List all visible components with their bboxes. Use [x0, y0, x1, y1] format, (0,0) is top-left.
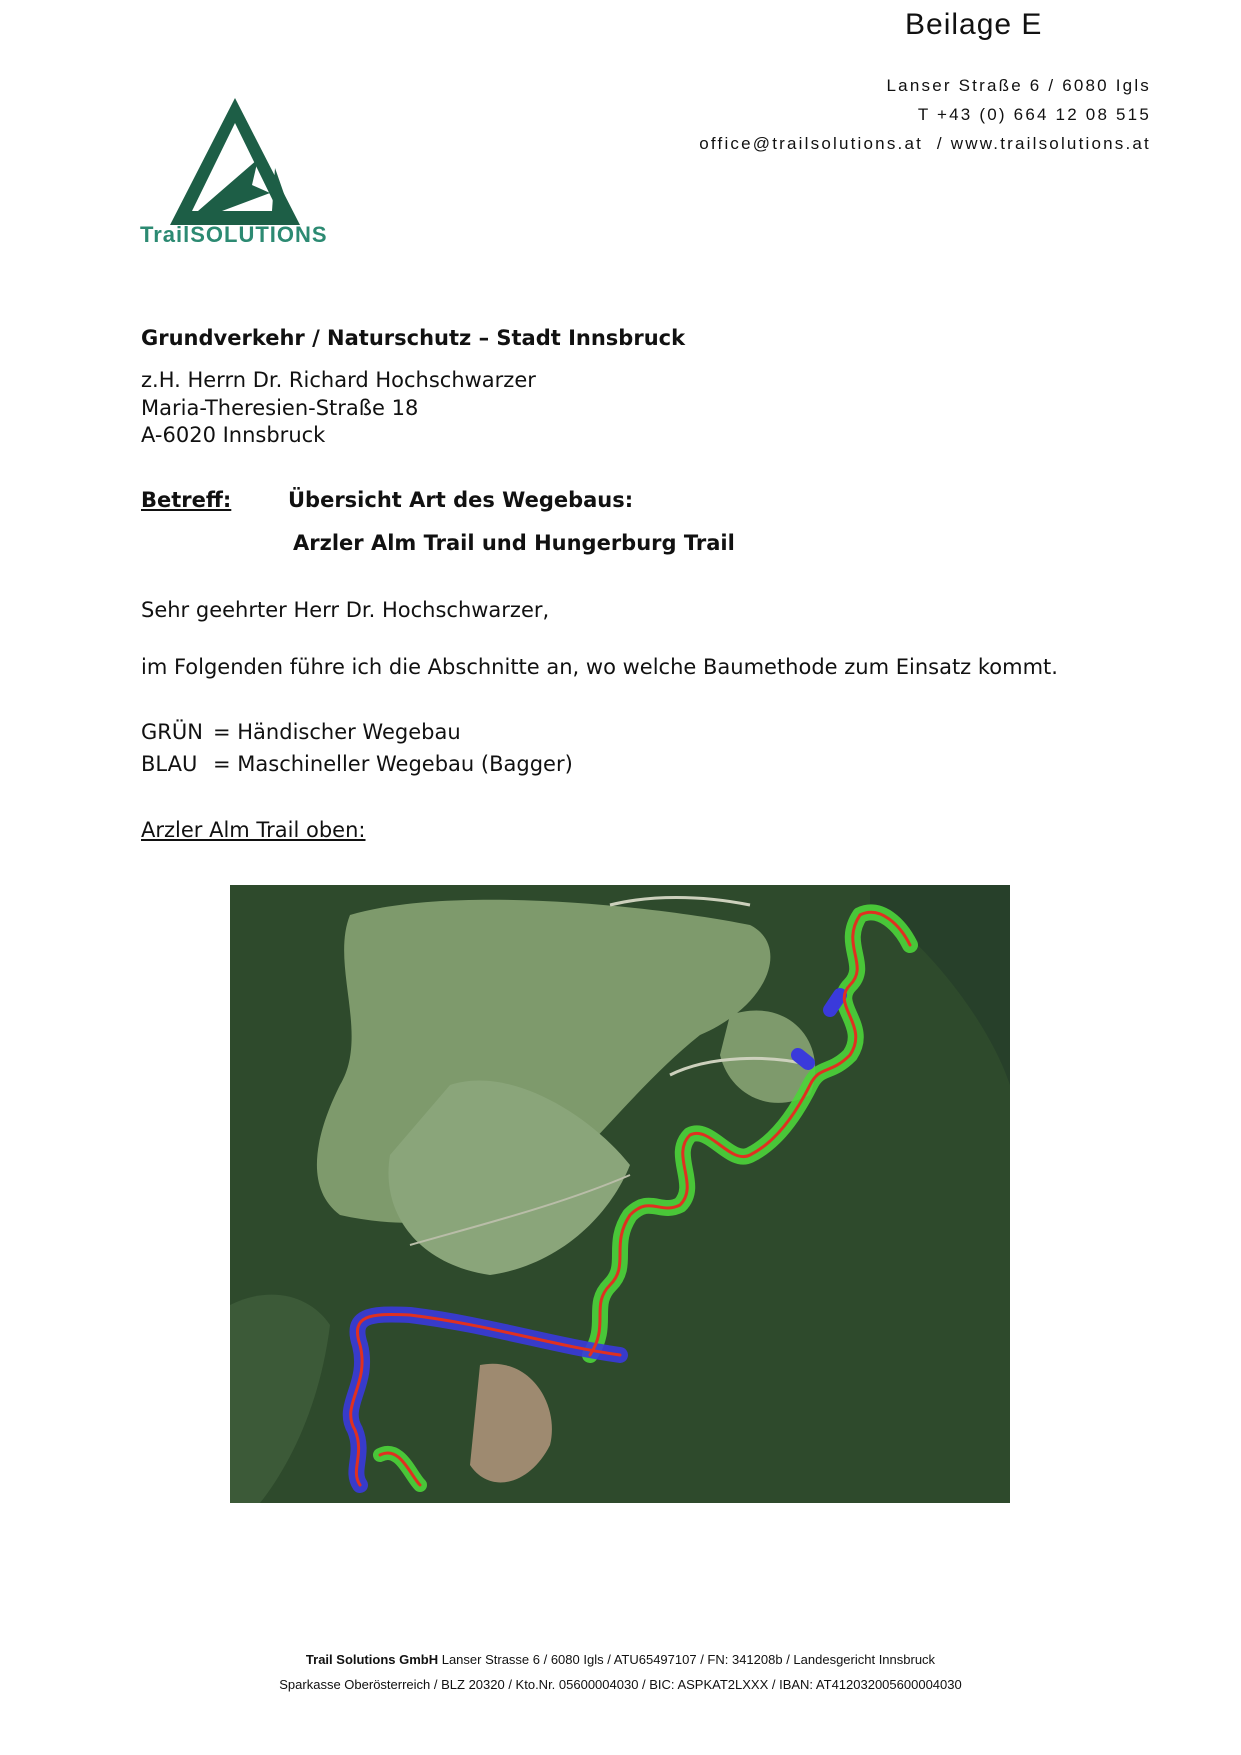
letterhead-address: Lanser Straße 6 / 6080 Igls [886, 76, 1151, 95]
aerial-map-arzler-alm-trail [230, 885, 1010, 1503]
attachment-label: Beilage E [905, 8, 1043, 41]
footer-company: Trail Solutions GmbH [305, 1652, 439, 1667]
logo-wordmark-trail: Trail [140, 222, 191, 247]
logo-wordmark-solutions: SOLUTIONS [190, 222, 328, 247]
subject-line-2: Arzler Alm Trail und Hungerburg Trail [293, 531, 735, 555]
subject-label: Betreff: [141, 488, 232, 512]
footer-line-2: Sparkasse Oberösterreich / BLZ 20320 / Kto.Nr. 05600004030 / BIC: ASPKAT2LXXX / IBAN: AT412032005600004030 [279, 1677, 962, 1692]
footer-company-details: Lanser Strasse 6 / 6080 Igls / ATU65497107 / FN: 341208b / Landesgericht Innsbruck [438, 1652, 936, 1667]
legend-key-blue: BLAU [141, 752, 198, 776]
subject-line-1: Übersicht Art des Wegebaus: [288, 488, 634, 512]
letterhead-website[interactable]: www.trailsolutions.at [950, 134, 1151, 153]
legend-value-green: = Händischer Wegebau [213, 720, 461, 744]
legend-key-green: GRÜN [141, 720, 203, 744]
letterhead-email[interactable]: office@trailsolutions.at [699, 134, 924, 153]
logo-wordmark [140, 222, 328, 248]
footer-line-1 [0, 1652, 1241, 1667]
recipient-department: Grundverkehr / Naturschutz – Stadt Innsbruck [141, 326, 686, 350]
separator: / [936, 134, 944, 153]
letterhead-phone: T +43 (0) 664 12 08 515 [917, 105, 1151, 124]
salutation: Sehr geehrter Herr Dr. Hochschwarzer, [141, 598, 550, 622]
recipient-street: Maria-Theresien-Straße 18 [141, 396, 419, 420]
legend-value-blue: = Maschineller Wegebau (Bagger) [213, 752, 573, 776]
letterhead-contact-line [699, 134, 1151, 154]
recipient-city: A-6020 Innsbruck [141, 423, 326, 447]
recipient-attention: z.H. Herrn Dr. Richard Hochschwarzer [141, 368, 536, 392]
section-heading: Arzler Alm Trail oben: [141, 818, 366, 842]
intro-paragraph: im Folgenden führe ich die Abschnitte an, wo welche Baumethode zum Einsatz kommt. [141, 655, 1058, 679]
